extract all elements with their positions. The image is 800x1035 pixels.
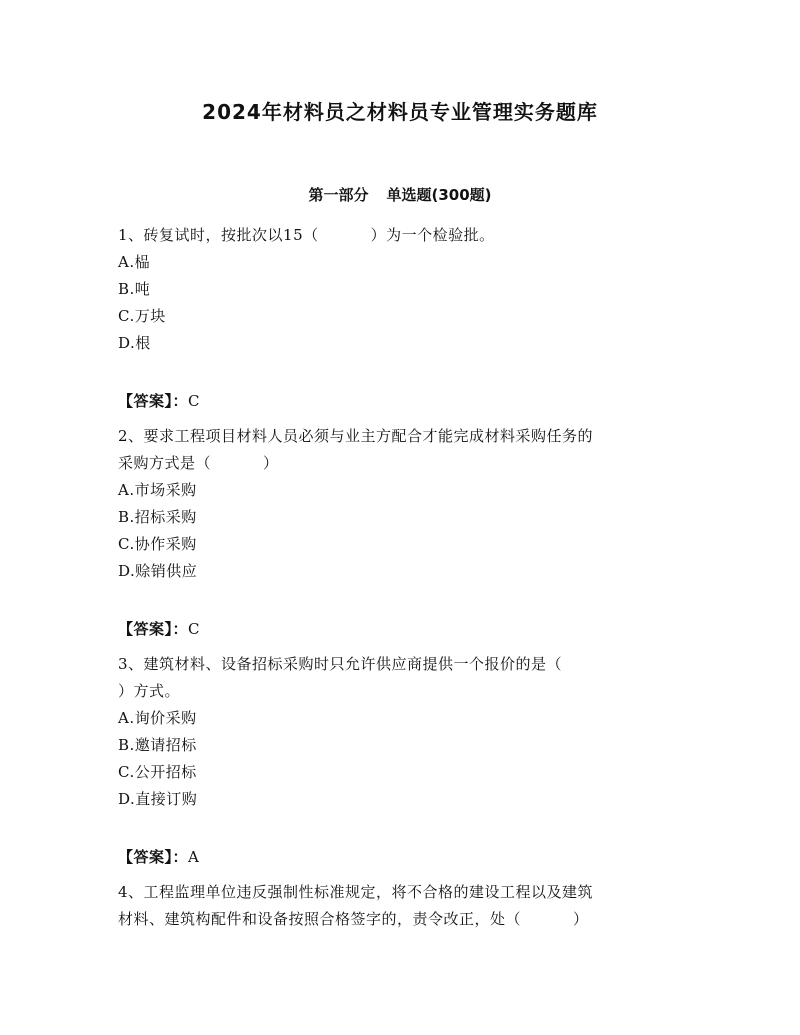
section-part: 第一部分 xyxy=(308,186,369,204)
question-stem-continued: 采购方式是（ ） xyxy=(118,454,279,472)
option-c: C.协作采购 xyxy=(118,535,197,553)
question-stem-continued: ）方式。 xyxy=(118,682,181,700)
question-3 xyxy=(118,651,684,813)
option-b: B.吨 xyxy=(118,280,151,298)
answer-label: 【答案】： xyxy=(118,392,189,410)
question-stem: 3、建筑材料、设备招标采购时只允许供应商提供一个报价的是（ xyxy=(118,655,563,673)
option-a: A.榀 xyxy=(118,253,151,271)
option-d: D.直接订购 xyxy=(118,790,198,808)
answer-line xyxy=(118,388,684,415)
option-c: C.万块 xyxy=(118,307,166,325)
option-b: B.邀请招标 xyxy=(118,736,197,754)
answer-label: 【答案】： xyxy=(118,848,189,866)
option-a: A.市场采购 xyxy=(118,481,197,499)
question-4 xyxy=(118,879,684,933)
option-b: B.招标采购 xyxy=(118,508,197,526)
question-1 xyxy=(118,222,684,357)
section-name: 单选题(300题) xyxy=(386,186,492,204)
answer-value: C xyxy=(188,620,200,638)
answer-line xyxy=(118,616,684,643)
answer-label: 【答案】： xyxy=(118,620,189,638)
answer-value: C xyxy=(188,392,200,410)
section-heading xyxy=(0,184,800,205)
option-d: D.根 xyxy=(118,334,151,352)
question-list xyxy=(118,222,684,933)
answer-value: A xyxy=(188,848,200,866)
option-a: A.询价采购 xyxy=(118,709,197,727)
question-stem-continued: 材料、建筑构配件和设备按照合格签字的，责令改正，处（ ） xyxy=(118,910,589,928)
option-d: D.赊销供应 xyxy=(118,562,198,580)
question-stem: 1、砖复试时，按批次以15（ ）为一个检验批。 xyxy=(118,226,495,244)
answer-line xyxy=(118,844,684,871)
question-stem: 4、工程监理单位违反强制性标准规定，将不合格的建设工程以及建筑 xyxy=(118,883,594,901)
option-c: C.公开招标 xyxy=(118,763,197,781)
document-title: 2024年材料员之材料员专业管理实务题库 xyxy=(202,100,598,124)
question-stem: 2、要求工程项目材料人员必须与业主方配合才能完成材料采购任务的 xyxy=(118,427,594,445)
question-2 xyxy=(118,423,684,585)
